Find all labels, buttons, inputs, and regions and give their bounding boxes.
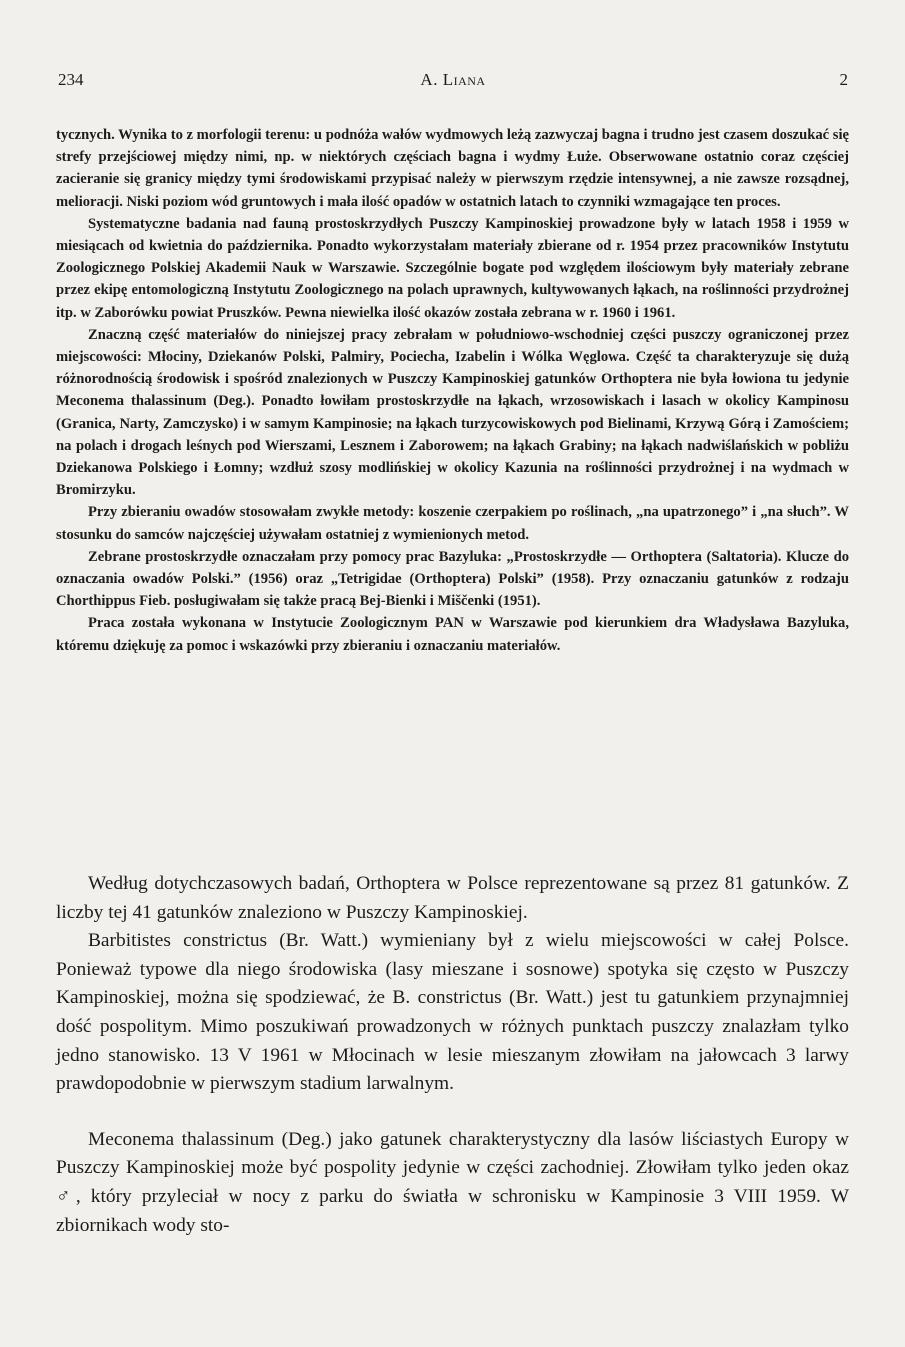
paragraph: Zebrane prostoskrzydłe oznaczałam przy pomocy prac Bazyluka: „Prostoskrzydłe — Orthoptera (Saltatoria). Klucze do oznaczania owadów Polski.” (1956) oraz „Tetrigidae (Orthoptera) Polski” (1958). Przy oznaczaniu gatunków z rodzaju Chorthippus Fieb. posługiwałam się także pracą Bej-Bienki i Miščenki (1951). — [56, 548, 849, 610]
main-text-section — [56, 870, 849, 1240]
paragraph: Według dotychczasowych badań, Orthoptera w Polsce reprezentowane są przez 81 gatunków. Z liczby tej 41 gatunków znaleziono w Puszczy Kampinoskiej. — [56, 873, 849, 923]
paragraph: Praca została wykonana w Instytucie Zoologicznym PAN w Warszawie pod kierunkiem dra Władysława Bazyluka, któremu dziękuję za pomoc i wskazówki przy zbieraniu i oznaczaniu materiałów. — [56, 615, 849, 654]
paragraph: Przy zbieraniu owadów stosowałam zwykłe metody: koszenie czerpakiem po roślinach, „na upatrzonego” i „na słuch”. W stosunku do samców najczęściej używałam ostatniej z wymienionych metod. — [56, 504, 849, 543]
paragraph: Systematyczne badania nad fauną prostoskrzydłych Puszczy Kampinoskiej prowadzone były w latach 1958 i 1959 w miesiącach od kwietnia do października. Ponadto wykorzystałam materiały zbierane od r. 1954 przez pracowników Instytutu Zoologicznego Polskiej Akademii Nauk w Warszawie. Szczególnie bogate pod względem ilościowym były materiały zebrane przez ekipę entomologiczną Instytutu Zoologicznego na polach uprawnych, kultywowanych łąkach, na roślinności przydrożnej itp. w Zaborówku powiat Pruszków. Pewna niewielka ilość okazów została zebrana w r. 1960 i 1961. — [56, 215, 849, 321]
small-print-section — [56, 124, 849, 657]
section-number: 2 — [839, 70, 848, 89]
paragraph: Barbitistes constrictus (Br. Watt.) wymieniany był z wielu miejscowości w całej Polsce. Ponieważ typowe dla niego środowiska (lasy mieszane i sosnowe) spotyka się często w Puszczy Kampinoskiej, można się spodziewać, że B. constrictus (Br. Watt.) jest tu gatunkiem przynajmniej dość pospolitym. Mimo poszukiwań prowadzonych w różnych punktach puszczy znalazłam tylko jedno stanowisko. 13 V 1961 w Młocinach w lesie mieszanym złowiłam na jałowcach 3 larwy prawdopodobnie w pierwszym stadium larwalnym. — [56, 930, 849, 1095]
paragraph: Znaczną część materiałów do niniejszej pracy zebrałam w południowo-wschodniej części puszczy ograniczonej przez miejscowości: Młociny, Dziekanów Polski, Palmiry, Pociecha, Izabelin i Wólka Węglowa. Część ta charakteryzuje się dużą różnorodnością środowisk i spośród znalezionych w Puszczy Kampinoskiej gatunków Orthoptera nie była łowiona tu jedynie Meconema thalassinum (Deg.). Ponadto łowiłam prostoskrzydłe na łąkach, wrzosowiskach i lasach w okolicy Kampinosu (Granica, Narty, Zamczysko) i w samym Kampinosie; na łąkach turzycowiskowych pod Bielinami, Krzywą Górą i Zamościem; na polach i drogach leśnych pod Wierszami, Lesznem i Zaborowem; na łąkach Grabiny; na łąkach nadwiślańskich w pobliżu Dziekanowa Polskiego i Łomny; wzdłuż szosy modlińskiej w okolicy Kazunia na roślinności przydrożnej i na wydmach w Bromirzyku. — [56, 326, 849, 499]
page-number: 234 — [58, 70, 84, 89]
running-head: A. Liana — [420, 70, 486, 89]
paragraph: tycznych. Wynika to z morfologii terenu: u podnóża wałów wydmowych leżą zazwyczaj bagna i trudno jest czasem doszukać się strefy przejściowej między nimi, np. w niektórych częściach bagna i wydmy Łuże. Obserwowane ostatnio coraz częściej zacieranie się granicy między tymi środowiskami przypisać należy w pierwszym rzędzie intensywnej, a nie zawsze rozsądnej, melioracji. Niski poziom wód gruntowych i mała ilość opadów w ostatnich latach to czynniki wzmagające ten proces. — [56, 127, 850, 210]
paragraph: Meconema thalassinum (Deg.) jako gatunek charakterystyczny dla lasów liściastych Europy w Puszczy Kampinoskiej może być pospolity jedynie w części zachodniej. Złowiłam tylko jeden okaz ♂, który przyleciał w nocy z parku do światła w schronisku w Kampinosie 3 VIII 1959. W zbiornikach wody sto- — [56, 1128, 849, 1236]
page-header — [58, 70, 848, 96]
